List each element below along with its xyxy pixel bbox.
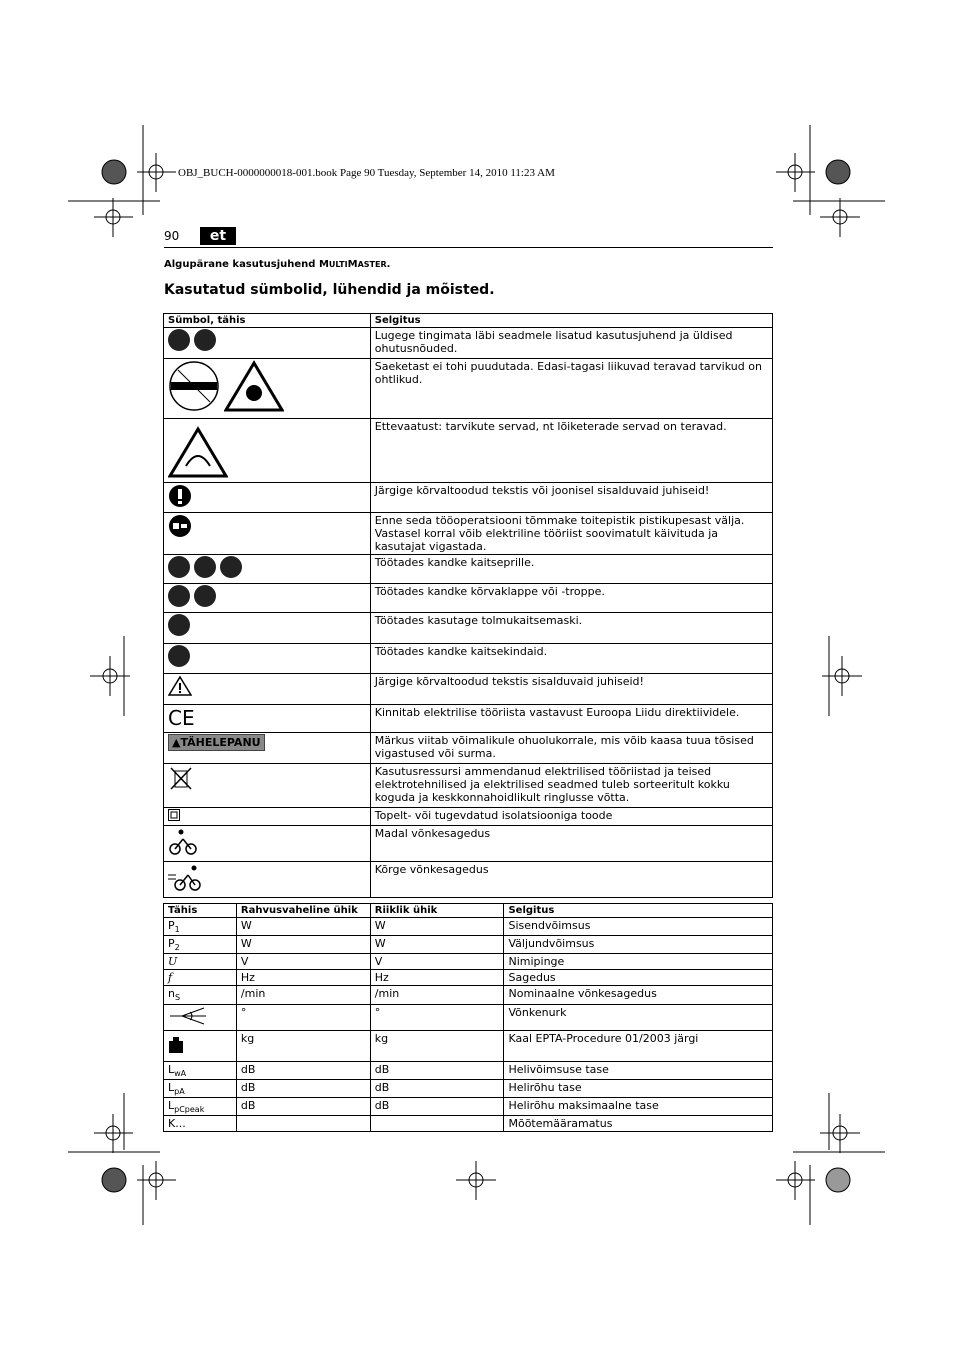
weight-icon <box>168 1036 184 1054</box>
read-manual-icons <box>168 329 366 351</box>
table-row <box>164 733 773 764</box>
row-text: Järgige kõrvaltoodud tekstis sisalduvaid juhiseid! <box>370 674 772 705</box>
table-row <box>164 359 773 419</box>
table-row <box>164 644 773 674</box>
row-text: Saeketast ei tohi puudutada. Edasi-tagasi liikuvad teravad tarvikud on ohtlikud. <box>370 359 772 419</box>
brand-m: M <box>318 259 329 270</box>
column-header: Selgitus <box>370 314 772 328</box>
read-manual-icon <box>168 329 190 351</box>
table-row: $P_1$ W W Sisendvõimsus <box>164 918 773 936</box>
double-insulation-icon <box>168 809 180 821</box>
row-text: Töötades kandke kaitseprille. <box>370 555 772 584</box>
table-row <box>164 328 773 359</box>
row-text: Märkus viitab võimalikule ohuolukorrale, mis võib kaasa tuua tõsised vigastused või surma. <box>370 733 772 764</box>
header-rule <box>164 247 773 248</box>
row-text: Töötades kasutage tolmukaitsemaski. <box>370 613 772 644</box>
tahelepanu-label: ▲TÄHELEPANU <box>168 734 265 751</box>
table-row: $L_{pCpeak}$ dB dB Helirõhu maksimaalne tase <box>164 1097 773 1115</box>
table-row <box>164 483 773 513</box>
table-row: f Hz Hz Sagedus <box>164 970 773 986</box>
subtitle-suffix: . <box>386 259 391 270</box>
fast-bike-icon <box>168 863 202 893</box>
row-text: Töötades kandke kõrvaklappe või -troppe. <box>370 584 772 613</box>
table-row <box>164 513 773 555</box>
language-tag: et <box>200 227 236 245</box>
row-text: Enne seda tööoperatsiooni tõmmake toitepistik pistikupesast välja. Vastasel korral võib elektriline tööriist soovimatult käivituda ja kasutajat vigastada. <box>370 513 772 555</box>
row-text: Lugege tingimata läbi seadmele lisatud kasutusjuhend ja üldised ohutusnõuded. <box>370 328 772 359</box>
row-text: Topelt- või tugevdatud isolatsiooniga toode <box>370 808 772 826</box>
table-row <box>164 613 773 644</box>
row-text: Kõrge võnkesagedus <box>370 862 772 898</box>
row-text: Kasutusressursi ammendanud elektrilised tööriistad ja teised elektrotehnilised ja elektrilised seadmed tuleb sorteeritult kokku koguda ja keskkonnahoidlikult ringlusse võtta. <box>370 764 772 808</box>
brand-part-1: ULTI <box>328 260 348 269</box>
dust-mask-icon <box>168 614 190 636</box>
warning-triangle-icon <box>168 675 192 697</box>
column-header: Tähis <box>164 904 237 918</box>
units-table <box>163 903 773 1132</box>
column-header: Rahvusvaheline ühik <box>236 904 370 918</box>
table-row: U V V Nimipinge <box>164 954 773 970</box>
table-row: ° ° Võnkenurk <box>164 1004 773 1030</box>
table-row <box>164 584 773 613</box>
brand-m2: M <box>347 259 358 270</box>
svg-text:CE: CE <box>168 706 195 728</box>
table-row: K... Mõõtemääramatus <box>164 1116 773 1132</box>
table-row <box>164 419 773 483</box>
ce-mark-icon <box>168 706 196 728</box>
column-header: Riiklik ühik <box>370 904 504 918</box>
goggles-icon <box>194 556 216 578</box>
crossed-bin-icon <box>168 765 194 791</box>
row-text: Ettevaatust: tarvikute servad, nt lõiketerade servad on teravad. <box>370 419 772 483</box>
table-row <box>164 764 773 808</box>
book-icon <box>194 329 216 351</box>
table-header-row <box>164 314 773 328</box>
goggles-icon <box>168 556 190 578</box>
symbols-table <box>163 313 773 898</box>
goggles-icon <box>220 556 242 578</box>
page-title: Kasutatud sümbolid, lühendid ja mõisted. <box>164 282 495 298</box>
table-row: kg kg Kaal EPTA-Procedure 01/2003 järgi <box>164 1030 773 1061</box>
gloves-icon <box>168 645 190 667</box>
table-row <box>164 674 773 705</box>
oscillation-angle-icon <box>168 1006 208 1026</box>
table-row <box>164 705 773 733</box>
table-header-row <box>164 904 773 918</box>
row-text: Järgige kõrvaltoodud tekstis või joonisel sisalduvaid juhiseid! <box>370 483 772 513</box>
column-header: Sümbol, tähis <box>164 314 371 328</box>
page-number: 90 <box>164 229 180 243</box>
slow-bike-icon <box>168 827 198 857</box>
table-row: $n_S$ /min /min Nominaalne võnkesagedus <box>164 986 773 1004</box>
unplug-icon <box>168 514 192 538</box>
exclamation-icon <box>168 484 192 508</box>
table-row <box>164 555 773 584</box>
table-row: $P_2$ W W Väljundvõimsus <box>164 936 773 954</box>
table-row <box>164 808 773 826</box>
table-row: $L_{pA}$ dB dB Helirõhu tase <box>164 1079 773 1097</box>
ear-muffs-icon <box>168 585 190 607</box>
saw-hazard-icon <box>224 360 284 412</box>
sharp-edges-icon <box>168 426 228 478</box>
table-row <box>164 862 773 898</box>
row-text: Töötades kandke kaitsekindaid. <box>370 644 772 674</box>
column-header: Selgitus <box>504 904 773 918</box>
table-row <box>164 826 773 862</box>
brand-part-2: ASTER <box>357 260 387 269</box>
row-text: Kinnitab elektrilise tööriista vastavust Euroopa Liidu direktiividele. <box>370 705 772 733</box>
manual-subtitle <box>164 259 390 270</box>
row-text: Madal võnkesagedus <box>370 826 772 862</box>
subtitle-prefix: Algupärane kasutusjuhend <box>164 259 319 270</box>
attention-icon <box>168 360 220 412</box>
ear-plugs-icon <box>194 585 216 607</box>
goggles-icons <box>168 556 366 578</box>
ear-protection-icons <box>168 585 366 607</box>
table-row: $L_{wA}$ dB dB Helivõimsuse tase <box>164 1061 773 1079</box>
attention-saw-icons <box>168 360 366 412</box>
book-info-line: OBJ_BUCH-0000000018-001.book Page 90 Tuesday, September 14, 2010 11:23 AM <box>178 167 555 179</box>
